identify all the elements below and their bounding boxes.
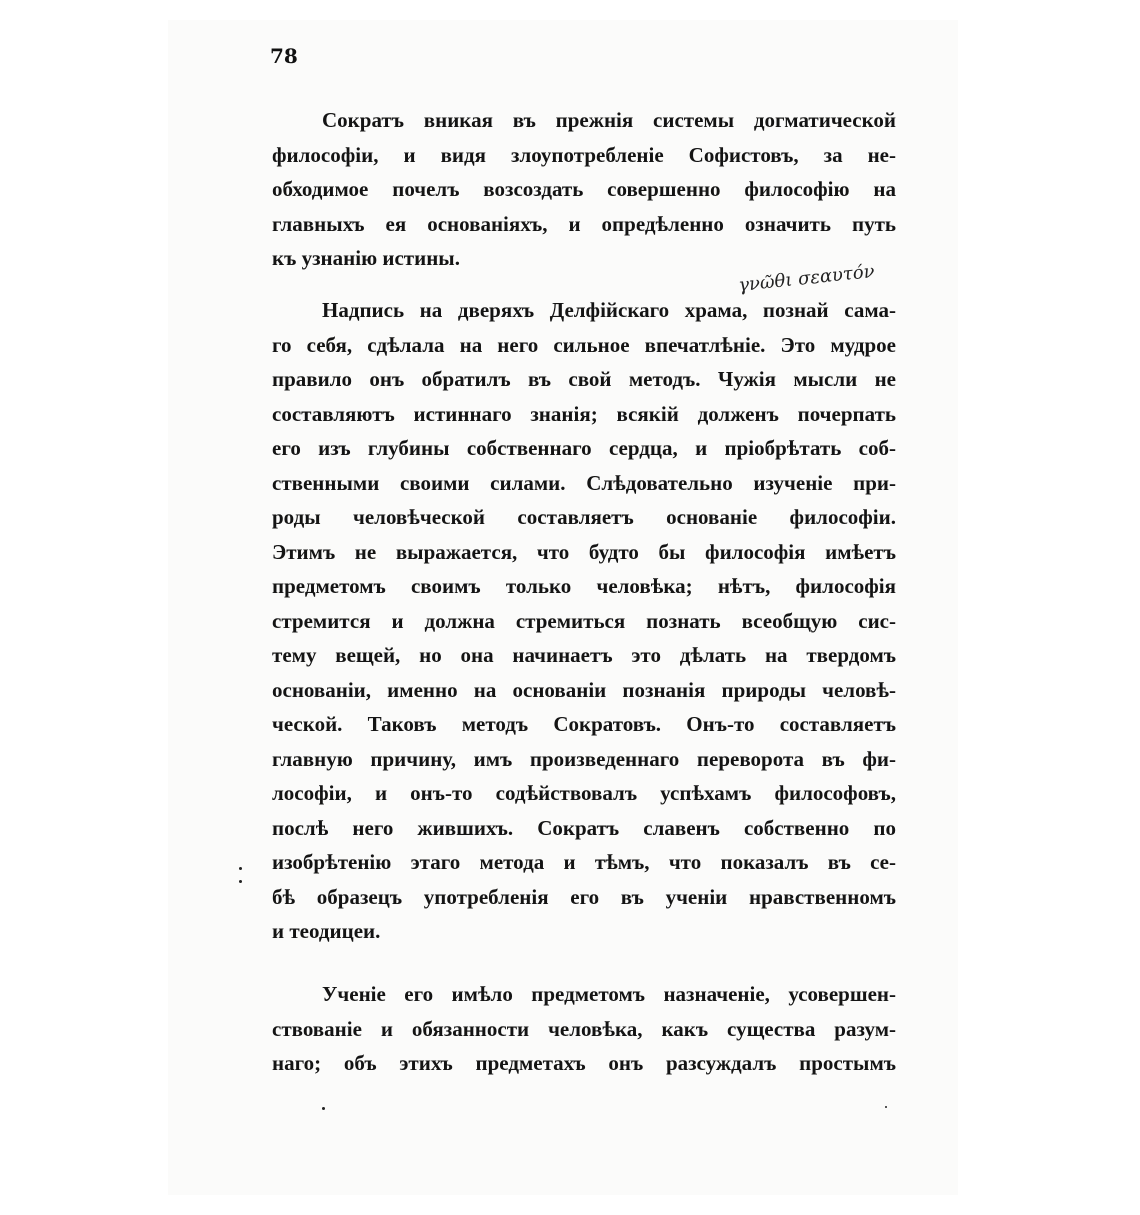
ink-speck bbox=[322, 1107, 325, 1110]
handwritten-annotation: γνῶθι σεαυτόν bbox=[737, 260, 876, 297]
text-line: къ узнанію истины. bbox=[272, 246, 460, 270]
text-line: бѣ образецъ употребленія его въ ученіи нравственномъ bbox=[272, 884, 896, 909]
text-line: предметомъ своимъ только человѣка; нѣтъ, философія bbox=[272, 574, 896, 598]
paragraph-2 bbox=[272, 293, 896, 949]
text-line: правило онъ обратилъ въ свой методъ. Чужія мысли не bbox=[272, 367, 896, 391]
text-line: ственными своими силами. Слѣдовательно изученіе при- bbox=[272, 470, 896, 495]
ink-speck bbox=[239, 880, 242, 883]
text-line: изобрѣтенію этаго метода и тѣмъ, что показалъ въ се- bbox=[272, 850, 896, 874]
text-line: и теодицеи. bbox=[272, 919, 381, 943]
paragraph-3 bbox=[272, 977, 896, 1081]
text-line: философіи, и видя злоупотребленіе Софистовъ, за не- bbox=[272, 142, 896, 167]
text-line: составляютъ истиннаго знанія; всякій долженъ почерпать bbox=[272, 401, 896, 426]
text-line: стремится и должна стремиться познать всеобщую сис- bbox=[272, 608, 896, 633]
text-line: Сократъ вникая въ прежнія системы догматической bbox=[322, 108, 896, 132]
text-line: обходимое почелъ возсоздать совершенно философію на bbox=[272, 177, 896, 201]
text-line: главныхъ ея основаніяхъ, и опредѣленно означить путь bbox=[272, 211, 896, 236]
ink-speck bbox=[885, 1106, 887, 1108]
text-line: ческой. Таковъ методъ Сократовъ. Онъ-то составляетъ bbox=[272, 712, 896, 736]
paragraph-1 bbox=[272, 103, 896, 276]
text-line: Этимъ не выражается, что будто бы философія имѣетъ bbox=[272, 539, 896, 564]
text-line: послѣ него жившихъ. Сократъ славенъ собственно по bbox=[272, 815, 896, 840]
text-line: го себя, сдѣлала на него сильное впечатлѣніе. Это мудрое bbox=[272, 332, 896, 357]
text-line: тему вещей, но она начинаетъ это дѣлать на твердомъ bbox=[272, 643, 896, 667]
text-line: наго; объ этихъ предметахъ онъ разсуждалъ простымъ bbox=[272, 1051, 896, 1075]
text-line: его изъ глубины собственнаго сердца, и пріобрѣтать соб- bbox=[272, 436, 896, 460]
text-line: Надпись на дверяхъ Делфійскаго храма, познай сама- bbox=[322, 298, 896, 322]
text-line: ствованіе и обязанности человѣка, какъ существа разум- bbox=[272, 1016, 896, 1041]
text-line: лософіи, и онъ-то содѣйствовалъ успѣхамъ философовъ, bbox=[272, 781, 896, 805]
text-line: главную причину, имъ произведеннаго переворота въ фи- bbox=[272, 746, 896, 771]
ink-speck bbox=[239, 867, 242, 870]
page-number: 78 bbox=[270, 44, 298, 68]
text-line: роды человѣческой составляетъ основаніе философіи. bbox=[272, 505, 896, 529]
text-line: Ученіе его имѣло предметомъ назначеніе, усовершен- bbox=[322, 982, 896, 1006]
text-line: основаніи, именно на основаніи познанія природы человѣ- bbox=[272, 677, 896, 702]
